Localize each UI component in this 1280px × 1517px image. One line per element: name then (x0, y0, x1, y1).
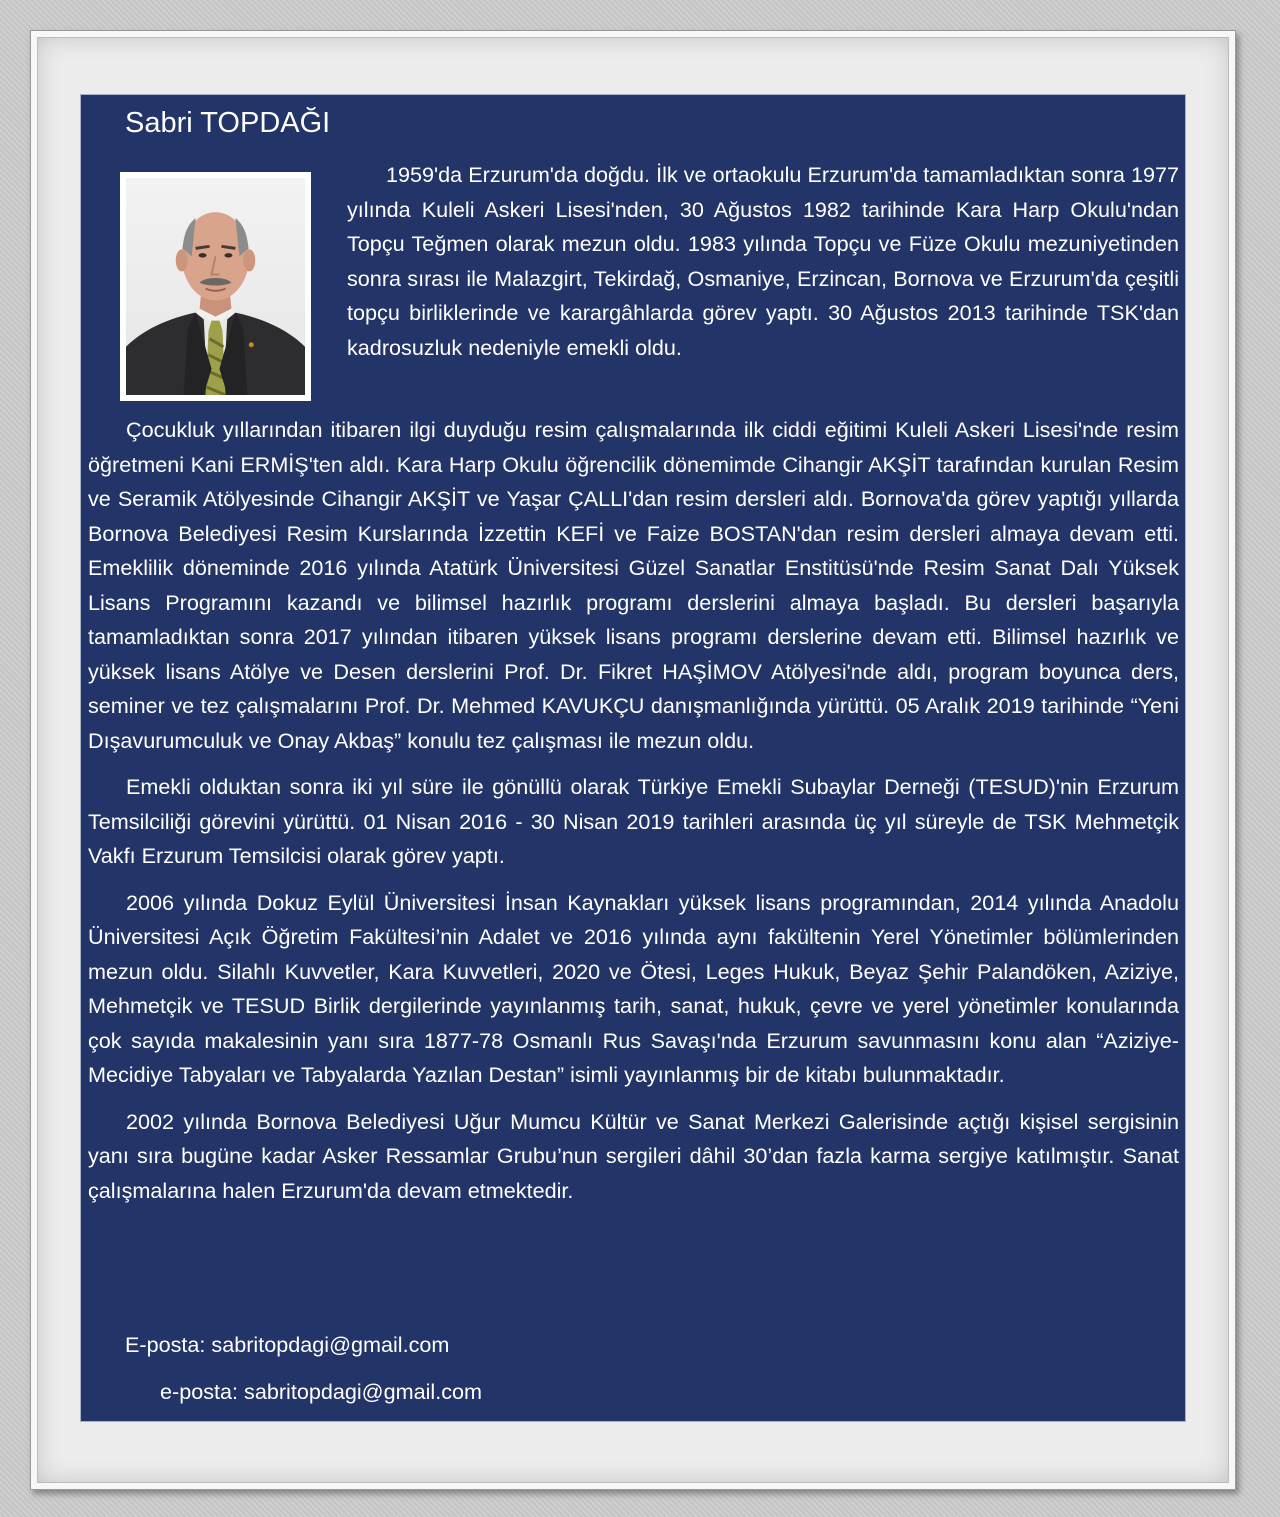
paragraph-publications: 2006 yılında Dokuz Eylül Üniversitesi İnsan Kaynakları yüksek lisans programından, 2014 yılında Anadolu Üniversitesi Açık Öğretim Fakültesi’nin Adalet ve 2016 yılında aynı fakültenin Yerel Yönetimler bölümlerinden mezun oldu. Silahlı Kuvvetler, Kara Kuvvetleri, 2020 ve Ötesi, Leges Hukuk, Beyaz Şehir Palandöken, Aziziye, Mehmetçik ve TESUD Birlik dergilerinde yayınlanmış tarih, sanat, hukuk, çevre ve yerel yönetimler konularında çok sayıda makalesinin yanı sıra 1877-78 Osmanlı Rus Savaşı'nda Erzurum savunmasını konu alan “Aziziye-Mecidiye Tabyaları ve Tabyalarda Yazılan Destan” isimli yayınlanmış bir de kitabı bulunmaktadır. (88, 889, 1179, 1087)
portrait-photo (120, 172, 311, 401)
biography-body (88, 413, 1179, 1220)
paragraph-tesud: Emekli olduktan sonra iki yıl süre ile gönüllü olarak Türkiye Emekli Subaylar Derneği (TESUD)'nin Erzurum Temsilciliği görevini yürüttü. 01 Nisan 2016 - 30 Nisan 2019 tarihleri arasında üç yıl süreyle de TSK Mehmetçik Vakfı Erzurum Temsilcisi olarak görev yaptı. (88, 774, 1179, 868)
intro-paragraph: 1959'da Erzurum'da doğdu. İlk ve ortaokulu Erzurum'da tamamladıktan sonra 1977 yılında Kuleli Askeri Lisesi'nden, 30 Ağustos 1982 tarihinde Kara Harp Okulu'ndan Topçu Teğmen olarak mezun oldu. 1983 yılında Topçu ve Füze Okulu mezuniyetinden sonra sırası ile Malazgirt, Tekirdağ, Osmaniye, Erzincan, Bornova ve Erzurum'da çeşitli topçu birliklerinde ve karargâhlarda görev yaptı. 30 Ağustos 2013 tarihinde TSK'dan kadrosuzluk nedeniyle emekli oldu. (347, 162, 1179, 360)
paragraph-art-education: Çocukluk yıllarından itibaren ilgi duyduğu resim çalışmalarında ilk ciddi eğitimi Kuleli Askeri Lisesi'nde resim öğretmeni Kani ERMİŞ'ten aldı. Kara Harp Okulu öğrencilik dönemimde Cihangir AKŞİT tarafından kurulan Resim ve Seramik Atölyesinde Cihangir AKŞİT ve Yaşar ÇALLI'dan resim dersleri aldı. Bornova'da görev yaptığı yıllarda Bornova Belediyesi Resim Kurslarında İzzettin KEFİ ve Faize BOSTAN'dan resim dersleri almaya devam etti. Emeklilik döneminde 2016 yılında Atatürk Üniversitesi Güzel Sanatlar Enstitüsü'nde Resim Sanat Dalı Yüksek Lisans Programını kazandı ve bilimsel hazırlık programı derslerini almaya başladı. Bu dersleri başarıyla tamamladıktan sonra 2017 yılından itibaren yüksek lisans programı derslerine devam etti. Bilimsel hazırlık ve yüksek lisans Atölye ve Desen derslerini Prof. Dr. Fikret HAŞİMOV Atölyesi'nde aldı, program boyunca ders, seminer ve tez çalışmalarını Prof. Dr. Mehmed KAVUKÇU danışmanlığında yürüttü. 05 Aralık 2019 tarihinde “Yeni Dışavurumculuk ve Onay Akbaş” konulu tez çalışması ile mezun oldu. (88, 417, 1179, 753)
paragraph-exhibitions: 2002 yılında Bornova Belediyesi Uğur Mumcu Kültür ve Sanat Merkezi Galerisinde açtığı kişisel sergisinin yanı sıra bugüne kadar Asker Ressamlar Grubu’nun sergileri dâhil 30’dan fazla karma sergiye katılmıştır. Sanat çalışmalarına halen Erzurum'da devam etmektedir. (88, 1108, 1179, 1203)
portrait-image (126, 178, 305, 395)
email-line: E-posta: sabritopdagi@gmail.com (125, 1332, 450, 1357)
page-title: Sabri TOPDAĞI (125, 107, 331, 139)
biography-panel (80, 94, 1186, 1422)
email-line-secondary: e-posta: sabritopdagi@gmail.com (160, 1379, 482, 1404)
